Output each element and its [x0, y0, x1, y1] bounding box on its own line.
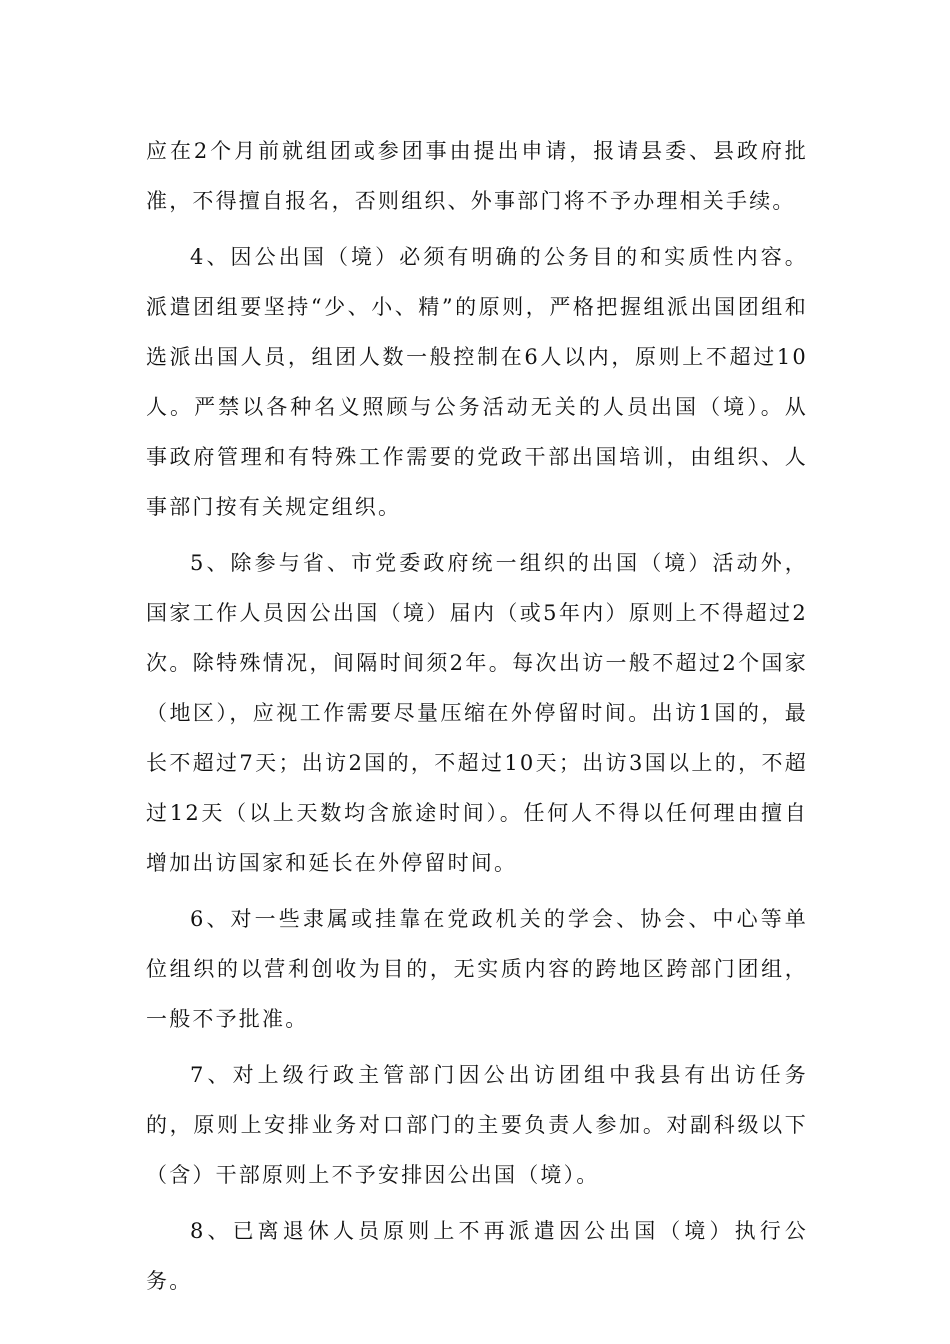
paragraph-item-5: 5、除参与省、市党委政府统一组织的出国（境）活动外，国家工作人员因公出国（境）届内（或5年内）原则上不得超过2次。除特殊情况，间隔时间须2年。每次出访一般不超过2个国家（地区），应视工作需要尽量压缩在外停留时间。出访1国的，最长不超过7天；出访2国的，不超过10天；出访3国以上的，不超过12天（以上天数均含旅途时间）。任何人不得以任何理由擅自增加出访国家和延长在外停留时间。 — [146, 551, 808, 875]
paragraph-continuation: 应在2个月前就组团或参团事由提出申请，报请县委、县政府批准，不得擅自报名，否则组织、外事部门将不予办理相关手续。 — [146, 139, 808, 213]
paragraph-item-6: 6、对一些隶属或挂靠在党政机关的学会、协会、中心等单位组织的以营利创收为目的，无实质内容的跨地区跨部门团组，一般不予批准。 — [146, 907, 808, 1031]
document-page — [146, 126, 808, 1312]
paragraph-item-8: 8、已离退休人员原则上不再派遣因公出国（境）执行公务。 — [146, 1219, 808, 1293]
paragraph-item-4: 4、因公出国（境）必须有明确的公务目的和实质性内容。派遣团组要坚持“少、小、精”的原则，严格把握组派出国团组和选派出国人员，组团人数一般控制在6人以内，原则上不超过10人。严禁以各种名义照顾与公务活动无关的人员出国（境）。从事政府管理和有特殊工作需要的党政干部出国培训，由组织、人事部门按有关规定组织。 — [146, 245, 808, 519]
paragraph-item-7: 7、对上级行政主管部门因公出访团组中我县有出访任务的，原则上安排业务对口部门的主要负责人参加。对副科级以下（含）干部原则上不予安排因公出国（境）。 — [146, 1063, 808, 1187]
